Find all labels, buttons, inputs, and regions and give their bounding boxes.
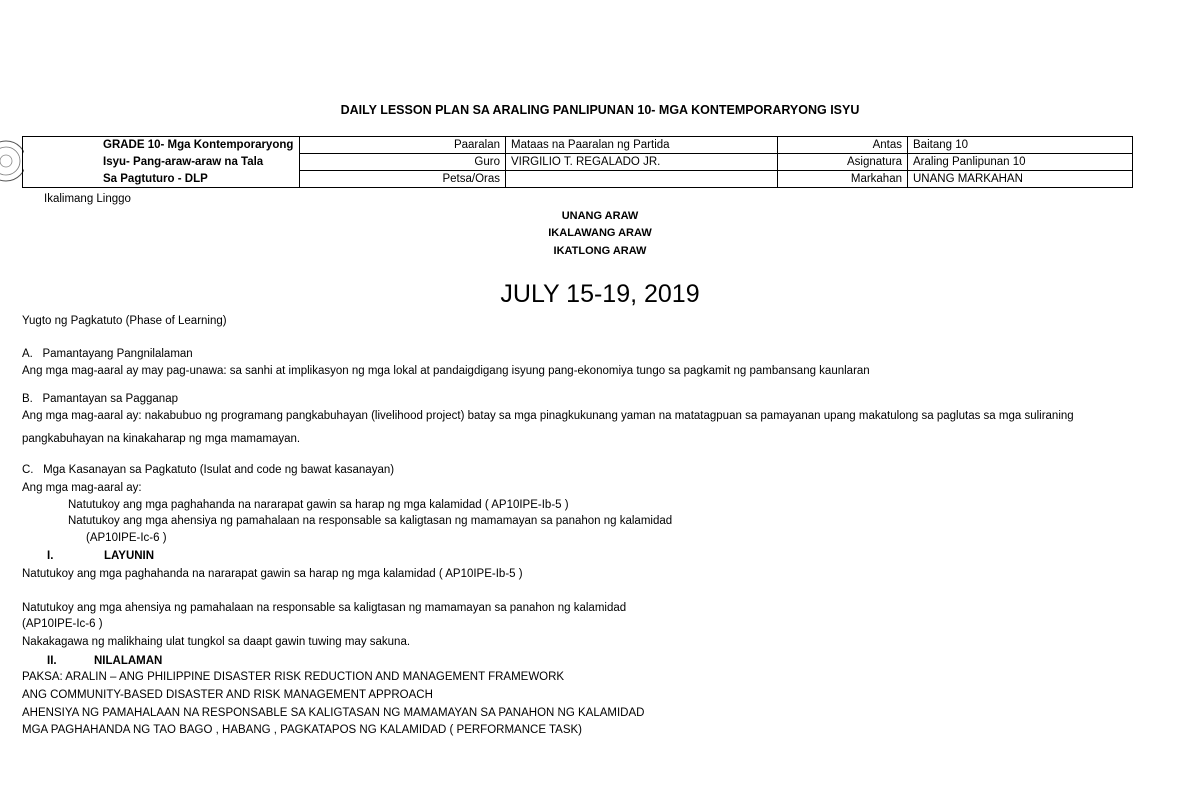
layunin-objective-2-code: (AP10IPE-Ic-6 ) xyxy=(22,618,103,630)
header-left-line-2: Isyu- Pang-araw-araw na Tala xyxy=(23,154,300,171)
label-petsa-oras: Petsa/Oras xyxy=(300,171,506,188)
week-label: Ikalimang Linggo xyxy=(44,193,131,205)
layunin-heading: LAYUNIN xyxy=(104,550,155,562)
section-b-heading: B. Pamantayan sa Pagganap xyxy=(22,393,178,405)
layunin-objective-1: Natutukoy ang mga paghahanda na nararapat gawin sa harap ng mga kalamidad ( AP10IPE-Ib-5 ) xyxy=(22,568,523,580)
page-title: DAILY LESSON PLAN SA ARALING PANLIPUNAN 10- MGA KONTEMPORARYONG ISYU xyxy=(340,103,860,117)
label-asignatura: Asignatura xyxy=(778,154,908,171)
value-antas: Baitang 10 xyxy=(908,137,1133,154)
section-c-item-2: Natutukoy ang mga ahensiya ng pamahalaan na responsable sa kaligtasan ng mamamayan sa panahon ng kalamidad xyxy=(68,515,673,527)
label-markahan: Markahan xyxy=(778,171,908,188)
section-c-item-1: Natutukoy ang mga paghahanda na nararapat gawin sa harap ng mga kalamidad ( AP10IPE-Ib-5 ) xyxy=(68,499,569,511)
section-c-heading: C. Mga Kasanayan sa Pagkatuto (Isulat and code ng bawat kasanayan) xyxy=(22,464,395,476)
layunin-objective-3: Nakakagawa ng malikhaing ulat tungkol sa daapt gawin tuwing may sakuna. xyxy=(22,636,411,648)
nilalaman-line-1: PAKSA: ARALIN – ANG PHILIPPINE DISASTER RISK REDUCTION AND MANAGEMENT FRAMEWORK xyxy=(22,671,565,683)
value-paaralan: Mataas na Paaralan ng Partida xyxy=(506,137,778,154)
lesson-date: JULY 15-19, 2019 xyxy=(500,280,700,308)
label-guro: Guro xyxy=(300,154,506,171)
value-markahan: UNANG MARKAHAN xyxy=(908,171,1133,188)
value-asignatura: Araling Panlipunan 10 xyxy=(908,154,1133,171)
header-info-table xyxy=(22,136,1133,188)
nilalaman-number: II. xyxy=(47,655,57,667)
day-3: IKATLONG ARAW xyxy=(553,245,647,257)
value-petsa-oras xyxy=(506,171,778,188)
nilalaman-line-2: ANG COMMUNITY-BASED DISASTER AND RISK MANAGEMENT APPROACH xyxy=(22,689,433,701)
section-c-item-2-code: (AP10IPE-Ic-6 ) xyxy=(86,532,167,544)
nilalaman-line-4: MGA PAGHAHANDA NG TAO BAGO , HABANG , PAGKATAPOS NG KALAMIDAD ( PERFORMANCE TASK) xyxy=(22,724,582,736)
phase-of-learning: Yugto ng Pagkatuto (Phase of Learning) xyxy=(22,315,227,327)
day-1: UNANG ARAW xyxy=(561,210,639,222)
nilalaman-heading: NILALAMAN xyxy=(94,655,163,667)
section-a-heading: A. Pamantayang Pangnilalaman xyxy=(22,348,193,360)
school-seal-icon xyxy=(0,134,24,188)
label-paaralan: Paaralan xyxy=(300,137,506,154)
section-b-text: Ang mga mag-aaral ay: nakabubuo ng programang pangkabuhayan (livelihood project) batay sa mga pinagkukunang yaman na matatagpuan sa pamayanan upang makatulong sa paglutas sa mga suliraning pangkabuhayan na kinakaharap ng mga mamamayan. xyxy=(22,410,1074,445)
layunin-objective-2: Natutukoy ang mga ahensiya ng pamahalaan na responsable sa kaligtasan ng mamamayan sa panahon ng kalamidad xyxy=(22,602,627,614)
label-antas: Antas xyxy=(778,137,908,154)
value-guro: VIRGILIO T. REGALADO JR. xyxy=(506,154,778,171)
header-left-line-1: GRADE 10- Mga Kontemporaryong xyxy=(23,137,300,154)
section-c-intro: Ang mga mag-aaral ay: xyxy=(22,482,142,494)
section-a-text: Ang mga mag-aaral ay may pag-unawa: sa sanhi at implikasyon ng mga lokal at pandaigdigang isyung pang-ekonomiya tungo sa pagkamit ng pambansang kaunlaran xyxy=(22,365,870,377)
nilalaman-line-3: AHENSIYA NG PAMAHALAAN NA RESPONSABLE SA KALIGTASAN NG MAMAMAYAN SA PANAHON NG KALAMIDAD xyxy=(22,707,645,719)
day-2: IKALAWANG ARAW xyxy=(548,227,652,239)
header-left-line-3: Sa Pagtuturo - DLP xyxy=(23,171,300,188)
layunin-number: I. xyxy=(47,550,54,562)
